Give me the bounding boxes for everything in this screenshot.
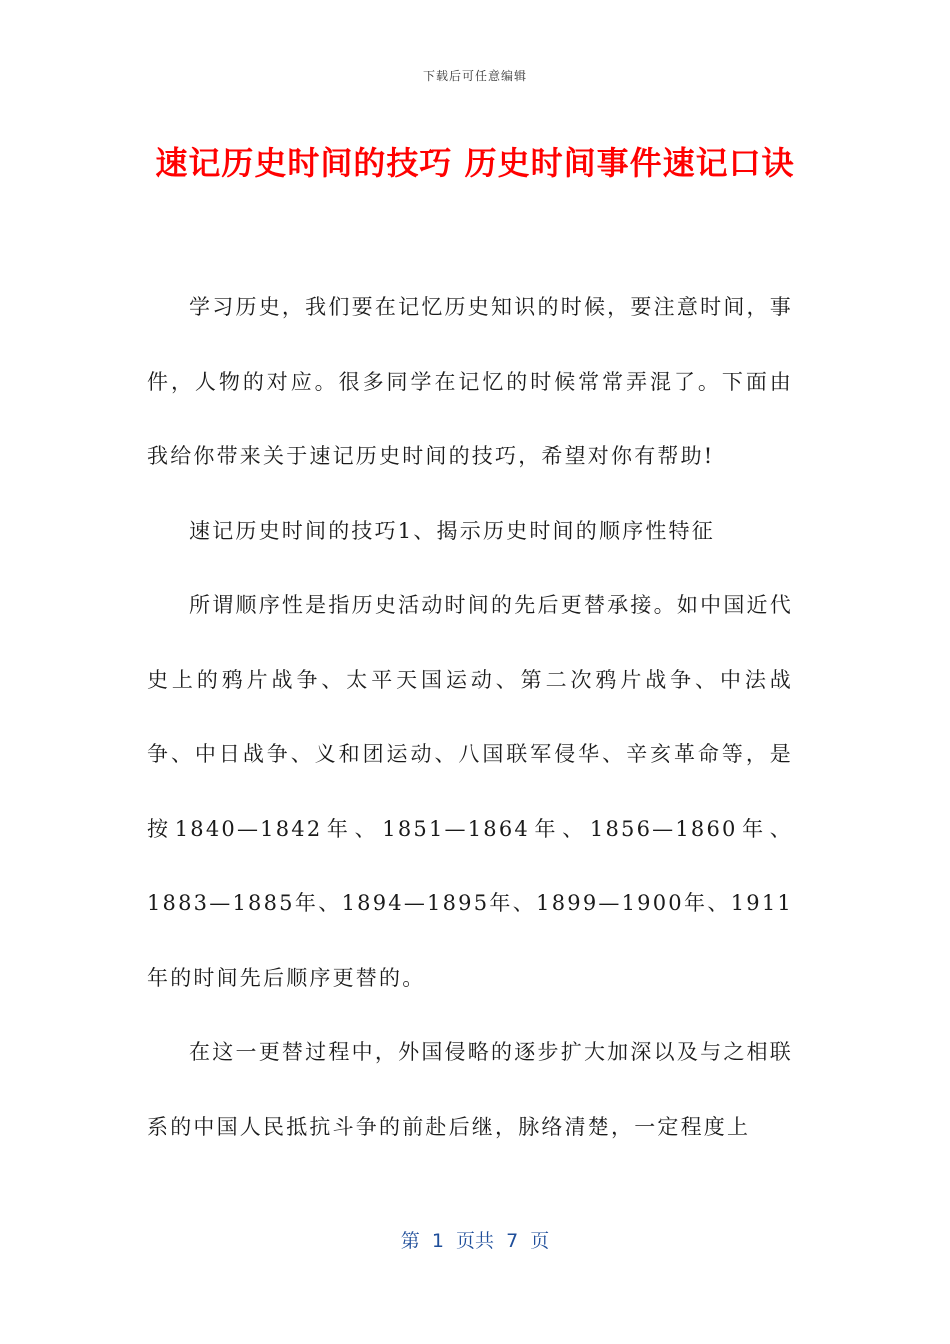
paragraph-intro: 学习历史，我们要在记忆历史知识的时候，要注意时间，事件，人物的对应。很多同学在记忆的时候常常弄混了。下面由我给你带来关于速记历史时间的技巧，希望对你有帮助!	[147, 295, 793, 468]
paragraph-process: 在这一更替过程中，外国侵略的逐步扩大加深以及与之相联系的中国人民抵抗斗争的前赴后继，脉络清楚，一定程度上	[147, 1040, 793, 1139]
page-number-footer: 第 1 页共 7 页	[400, 1230, 550, 1252]
paragraph-sequence: 所谓顺序性是指历史活动时间的先后更替承接。如中国近代史上的鸦片战争、太平天国运动、第二次鸦片战争、中法战争、中日战争、义和团运动、八国联军侵华、辛亥革命等，是按1840—1842年、1851—1864年、1856—1860年、1883—1885年、1894—1895年、1899—1900年、1911年的时间先后顺序更替的。	[147, 593, 793, 990]
paragraph-tip-heading: 速记历史时间的技巧1、揭示历史时间的顺序性特征	[189, 518, 715, 543]
document-title: 速记历史时间的技巧 历史时间事件速记口诀	[155, 144, 795, 182]
header-note: 下载后可任意编辑	[422, 69, 527, 83]
document-body	[147, 270, 793, 1164]
